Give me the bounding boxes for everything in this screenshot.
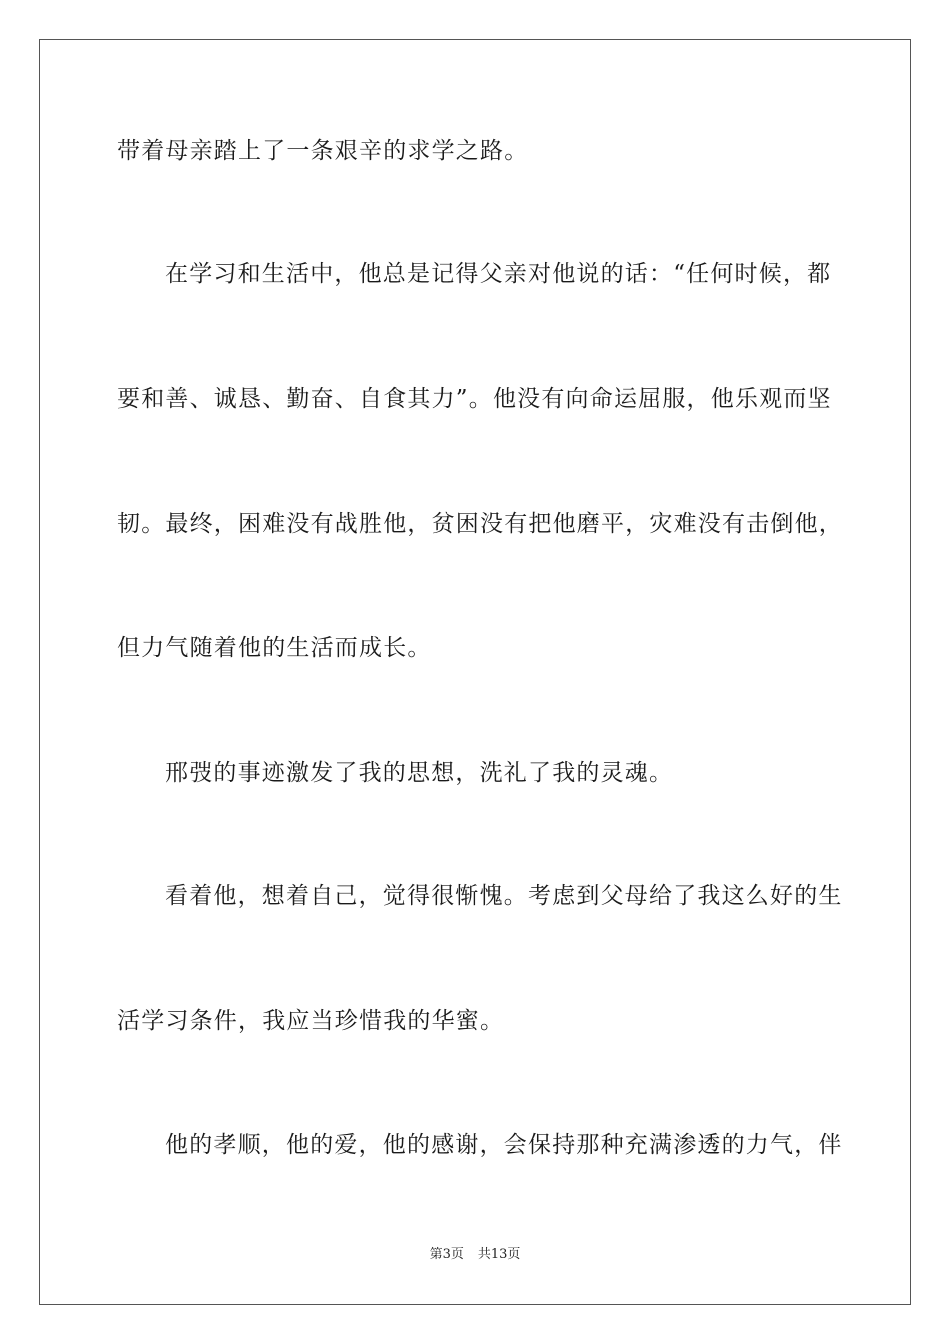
text-line: 带着母亲踏上了一条艰辛的求学之路。: [117, 138, 529, 164]
paragraph-start-line: 他的孝顺，他的爱，他的感谢，会保持那种充满渗透的力气，伴: [165, 1132, 843, 1158]
text-line: 活学习条件，我应当珍惜我的华蜜。: [117, 1008, 505, 1034]
text-line: 但力气随着他的生活而成长。: [117, 635, 432, 661]
page-total: 共13页: [477, 1247, 521, 1262]
page-border: [39, 39, 911, 1305]
paragraph-start-line: 邢弢的事迹激发了我的思想，洗礼了我的灵魂。: [165, 760, 674, 786]
paragraph-start-line: 在学习和生活中，他总是记得父亲对他说的话：“任何时候，都: [165, 261, 832, 287]
page-number: 第3页: [429, 1247, 464, 1262]
page-footer: [0, 1246, 950, 1264]
text-line: 要和善、诚恳、勤奋、自食其力”。他没有向命运屈服，他乐观而坚: [117, 386, 832, 412]
text-line: 韧。最终，困难没有战胜他，贫困没有把他磨平，灾难没有击倒他，: [117, 511, 843, 537]
paragraph-start-line: 看着他，想着自己，觉得很惭愧。考虑到父母给了我这么好的生: [165, 883, 843, 909]
